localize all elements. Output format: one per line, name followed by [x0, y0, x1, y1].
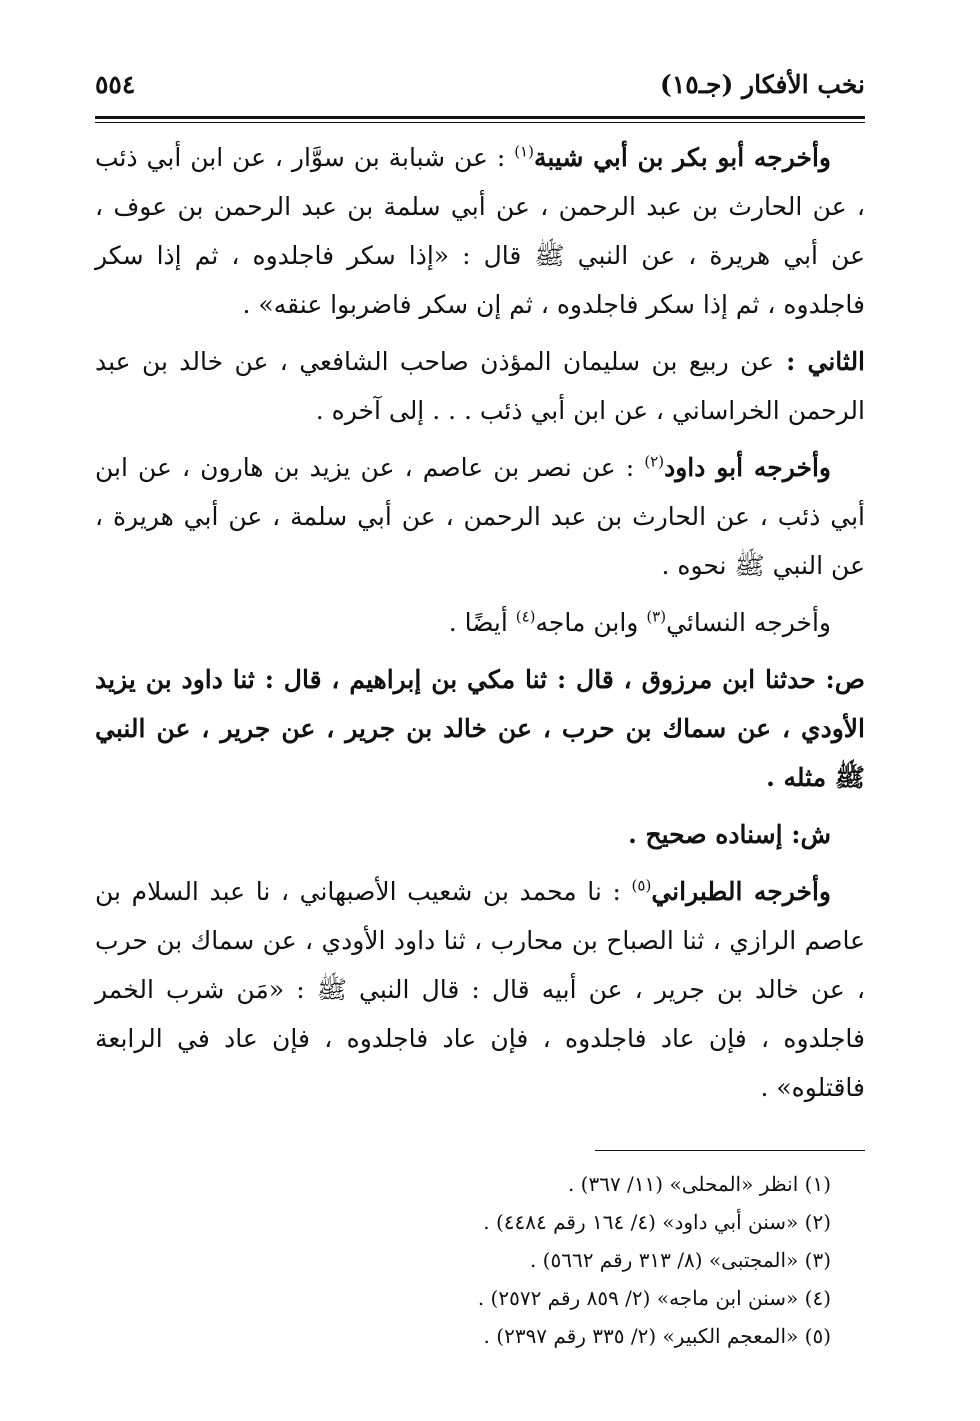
- footnote: (٣) «المجتبى» (٨/ ٣١٣ رقم ٥٦٦٢) .: [529, 1248, 831, 1272]
- paragraph: [95, 598, 865, 647]
- paragraph: [95, 867, 865, 1112]
- footnote-list: [95, 1165, 865, 1355]
- paragraph: [95, 337, 865, 435]
- text-run: وأخرجه أبو داود: [664, 453, 831, 482]
- text-run: : عن نصر بن عاصم ، عن يزيد بن هارون ، عن ابن أبي ذئب ، عن الحارث بن عبد الرحمن ، عن أبي سلمة ، عن أبي هريرة ، عن النبي ﷺ نحوه .: [95, 453, 865, 580]
- page-header: [95, 70, 865, 114]
- text-run: وأخرجه أبو بكر بن أبي شيبة: [533, 143, 831, 172]
- footnote: (٤) «سنن ابن ماجه» (٢/ ٨٥٩ رقم ٢٥٧٢) .: [477, 1286, 831, 1310]
- header-rule-thin: [95, 122, 865, 123]
- text-run: : نا محمد بن شعيب الأصبهاني ، نا عبد السلام بن عاصم الرازي ، ثنا الصباح بن محارب ، ثنا داود الأودي ، عن سماك بن حرب ، عن خالد بن جرير ، عن أبيه قال : قال النبي ﷺ : «مَن شرب الخمر فاجلدوه ، فإن عاد فاجلدوه ، فإن عاد فاجلدوه ، فإن عاد في الرابعة فاقتلوه» .: [95, 877, 865, 1102]
- footnote: (٥) «المعجم الكبير» (٢/ ٣٣٥ رقم ٢٣٩٧) .: [483, 1324, 831, 1348]
- text-run: وأخرجه النسائي: [666, 608, 831, 637]
- running-title: نخب الأفكار (جـ١٥): [659, 70, 865, 99]
- text-run: : عن شبابة بن سوَّار ، عن ابن أبي ذئب ، عن الحارث بن عبد الرحمن ، عن أبي سلمة بن عبد الرحمن بن عوف ، عن أبي هريرة ، عن النبي ﷺ قال : «إذا سكر فاجلدوه ، ثم إذا سكر فاجلدوه ، ثم إذا سكر فاجلدوه ، ثم إن سكر فاضربوا عنقه» .: [95, 143, 865, 319]
- book-page: [95, 70, 865, 1355]
- paragraph: [95, 133, 865, 329]
- text-run: أيضًا .: [448, 608, 516, 637]
- text-run: ص: حدثنا ابن مرزوق ، قال : ثنا مكي بن إبراهيم ، قال : ثنا داود بن يزيد الأودي ، عن سماك بن حرب ، عن خالد بن جرير ، عن جرير ، عن النبي ﷺ مثله .: [95, 665, 865, 792]
- text-run: وأخرجه الطبراني: [651, 877, 831, 906]
- text-run: ش: إسناده صحيح .: [628, 820, 831, 849]
- footnote-separator: [595, 1150, 865, 1151]
- page-number: ٥٥٤: [95, 70, 136, 99]
- text-run: عن ربيع بن سليمان المؤذن صاحب الشافعي ، عن خالد بن عبد الرحمن الخراساني ، عن ابن أبي ذئب . . . إلى آخره .: [95, 347, 865, 425]
- main-text: [95, 133, 865, 1112]
- footnote-ref: (٥): [631, 876, 652, 895]
- text-run: الثاني :: [774, 347, 866, 376]
- footnote-ref: (٢): [644, 452, 665, 471]
- paragraph: [95, 655, 865, 802]
- footnote-ref: (٣): [646, 607, 667, 626]
- footnotes-section: [95, 1150, 865, 1355]
- footnote-ref: (١): [514, 142, 534, 161]
- footnote: (٢) «سنن أبي داود» (٤/ ١٦٤ رقم ٤٤٨٤) .: [483, 1210, 831, 1234]
- footnote-ref: (٤): [515, 607, 536, 626]
- paragraph: [95, 810, 865, 859]
- header-rule-thick: [95, 116, 865, 119]
- paragraph: [95, 443, 865, 590]
- text-run: وابن ماجه: [535, 608, 647, 637]
- footnote: (١) انظر «المحلى» (١١/ ٣٦٧) .: [567, 1172, 831, 1196]
